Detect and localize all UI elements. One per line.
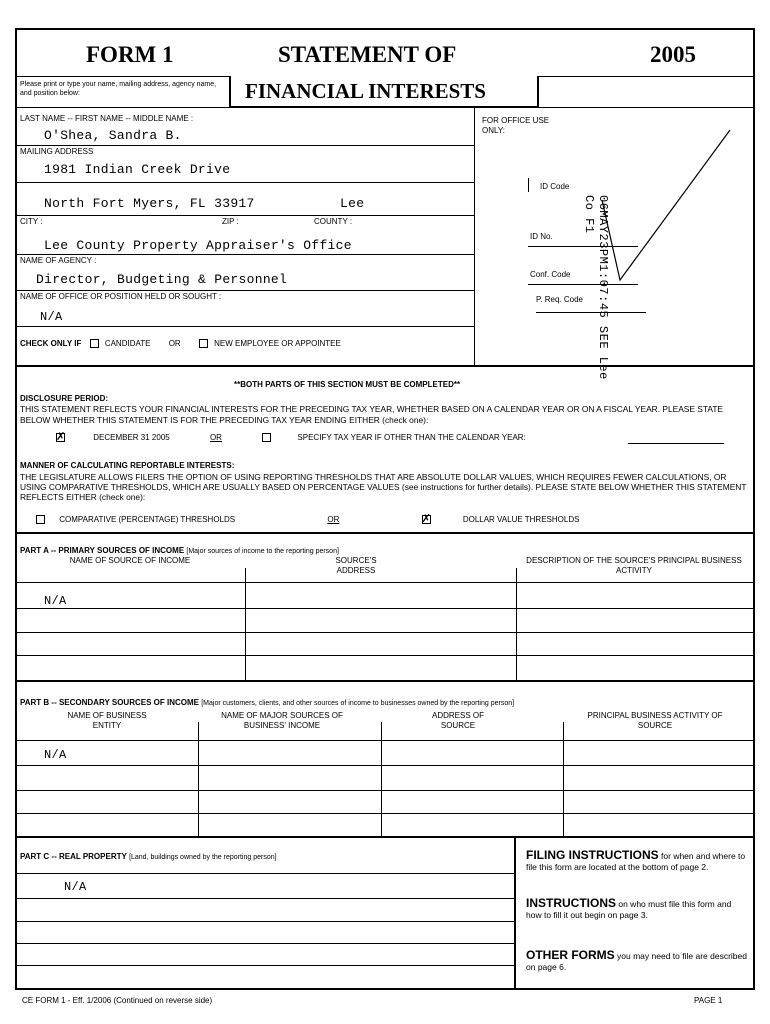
instr-head: INSTRUCTIONS: [526, 896, 616, 910]
address-line1[interactable]: 1981 Indian Creek Drive: [44, 162, 231, 177]
manner-text: THE LEGISLATURE ALLOWS FILERS THE OPTION OF USING REPORTING THRESHOLDS THAT ARE ABSOLUTE DOLLAR VALUES, WHICH REQUIRES FEWER CALCULATIONS, OR USING COMPARATIVE THRESHOLDS, WHICH ARE USUALLY BASED ON PERCENTAGE VALUES (see instructions for further details). PLEASE STATE BELOW WHETHER THIS STATEMENT REFLECTS EITHER (check one):: [20, 472, 747, 502]
instruction-text: Please print or type your name, mailing address, agency name, and position below:: [20, 81, 217, 97]
dec31-checkbox[interactable]: ✗: [56, 431, 66, 444]
part-b-value[interactable]: N/A: [44, 748, 67, 762]
candidate-label: CANDIDATE: [104, 339, 151, 348]
other-head: OTHER FORMS: [526, 948, 615, 962]
other-forms: [526, 950, 748, 973]
mailing-label: MAILING ADDRESS: [20, 147, 94, 156]
part-a-value[interactable]: N/A: [44, 594, 67, 608]
position-answer[interactable]: N/A: [40, 310, 63, 324]
part-a-col3: DESCRIPTION OF THE SOURCE'S PRINCIPAL BUSINESS ACTIVITY: [526, 556, 742, 575]
footer-right: PAGE 1: [694, 996, 723, 1005]
conf-code-label: Conf. Code: [530, 270, 571, 279]
new-employee-label: NEW EMPLOYEE OR APPOINTEE: [214, 339, 341, 348]
name-value[interactable]: O'Shea, Sandra B.: [44, 128, 182, 143]
other-text: you may need to file are described on page 6.: [526, 951, 747, 972]
specify-checkbox[interactable]: [262, 433, 271, 442]
form-title-line2: FINANCIAL INTERESTS: [229, 76, 539, 108]
part-c-value[interactable]: N/A: [64, 880, 87, 894]
dec31-row: [56, 433, 526, 442]
part-a-col1: NAME OF SOURCE OF INCOME: [69, 556, 191, 565]
agency-label: NAME OF AGENCY :: [20, 256, 97, 265]
city-label: CITY :: [20, 217, 43, 226]
id-no-label: ID No.: [530, 232, 553, 241]
part-a-title-row: [20, 546, 339, 555]
part-b-col4: PRINCIPAL BUSINESS ACTIVITY OF SOURCE: [587, 711, 723, 730]
name-label: LAST NAME -- FIRST NAME -- MIDDLE NAME :: [20, 114, 194, 123]
part-c-title-row: [20, 852, 277, 861]
part-b-title: PART B -- SECONDARY SOURCES OF INCOME: [20, 698, 199, 707]
id-code-label: ID Code: [540, 182, 570, 191]
zip-label: ZIP :: [222, 217, 239, 226]
period-title: DISCLOSURE PERIOD:: [20, 394, 109, 403]
candidate-checkbox[interactable]: [90, 339, 99, 348]
part-b-col3: ADDRESS OF SOURCE: [431, 711, 484, 730]
comparative-checkbox[interactable]: [36, 515, 45, 524]
filing-instructions: [526, 850, 748, 873]
form-title-line1: STATEMENT OF: [278, 42, 457, 67]
part-a-subtitle: [Major sources of income to the reporting person]: [186, 548, 339, 555]
manner-title: MANNER OF CALCULATING REPORTABLE INTERESTS:: [20, 461, 235, 470]
instr-text: on who must file this form and how to fill it out begin on page 3.: [526, 899, 732, 920]
part-b-col1: NAME OF BUSINESS ENTITY: [67, 711, 147, 730]
dollar-checkbox[interactable]: ✗: [421, 513, 431, 526]
period-text: THIS STATEMENT REFLECTS YOUR FINANCIAL INTERESTS FOR THE PRECEDING TAX YEAR, WHETHER BASED ON A CALENDAR YEAR OR ON A FISCAL YEAR. PLEASE STATE BELOW WHETHER THIS STATEMENT IS FOR THE PRECEDING TAX YEAR ENDING EITHER (check one):: [20, 404, 724, 425]
position-value[interactable]: Director, Budgeting & Personnel: [36, 272, 288, 287]
form-year: 2005: [650, 42, 696, 67]
part-b-col2: NAME OF MAJOR SOURCES OF BUSINESS' INCOME: [221, 711, 343, 730]
office-checkmark-icon: [590, 110, 740, 290]
address-line2[interactable]: North Fort Myers, FL 33917: [44, 196, 255, 211]
check-row: [20, 339, 341, 348]
part-c-title: PART C -- REAL PROPERTY: [20, 852, 127, 861]
agency-value[interactable]: Lee County Property Appraiser's Office: [44, 238, 352, 253]
specify-label: SPECIFY TAX YEAR IF OTHER THAN THE CALENDAR YEAR:: [297, 433, 526, 442]
part-b-subtitle: [Major customers, clients, and other sources of income to businesses owned by the reporting person]: [201, 700, 515, 707]
part-b-title-row: [20, 698, 514, 707]
county-label: COUNTY :: [314, 217, 353, 226]
filing-text: for when and where to file this form are located at the bottom of page 2.: [526, 851, 746, 872]
or-label: OR: [168, 339, 181, 348]
county-value[interactable]: Lee: [340, 196, 365, 211]
dollar-label: DOLLAR VALUE THRESHOLDS: [462, 515, 580, 524]
position-label: NAME OF OFFICE OR POSITION HELD OR SOUGHT :: [20, 292, 222, 301]
how-instructions: [526, 898, 748, 921]
threshold-row: [36, 515, 579, 524]
form-label: FORM 1: [86, 42, 174, 67]
part-a-col2: SOURCE'S ADDRESS: [335, 556, 377, 575]
filing-head: FILING INSTRUCTIONS: [526, 848, 659, 862]
threshold-or: OR: [327, 515, 340, 524]
part-c-subtitle: [Land, buildings owned by the reporting person]: [129, 854, 277, 861]
part-a-title: PART A -- PRIMARY SOURCES OF INCOME: [20, 546, 185, 555]
dec31-label: DECEMBER 31 2005: [93, 433, 170, 442]
new-employee-checkbox[interactable]: [199, 339, 208, 348]
footer-left: CE FORM 1 - Eff. 1/2006 (Continued on reverse side): [22, 996, 213, 1005]
period-or: OR: [209, 433, 222, 442]
comparative-label: COMPARATIVE (PERCENTAGE) THRESHOLDS: [59, 515, 236, 524]
p-req-code-label: P. Req. Code: [536, 295, 583, 304]
both-parts-note: **BOTH PARTS OF THIS SECTION MUST BE COMPLETED**: [234, 380, 461, 389]
check-only-label: CHECK ONLY IF: [20, 339, 82, 348]
office-use-label: FOR OFFICE USE ONLY:: [482, 116, 550, 135]
received-stamp: 06MAY23PM1:07:45 SEE Lee Co F1: [582, 195, 610, 380]
